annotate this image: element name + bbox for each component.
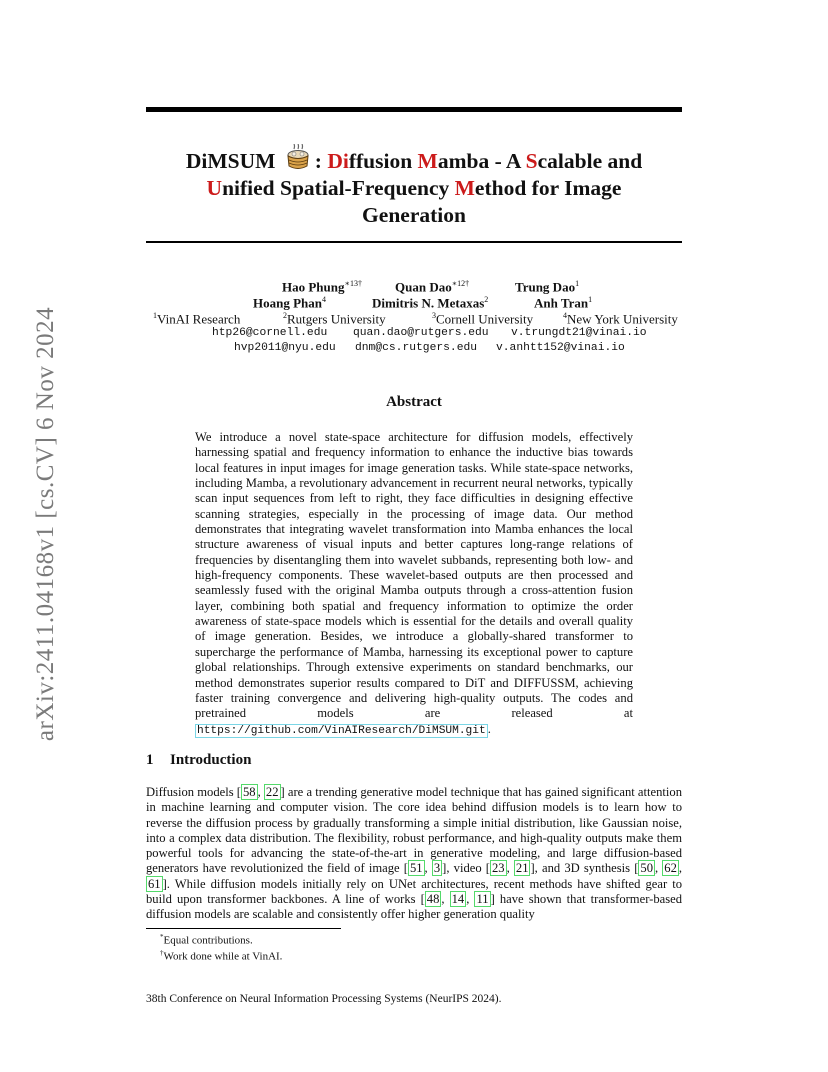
email: quan.dao@rutgers.edu [353, 327, 489, 339]
email: v.trungdt21@vinai.io [511, 327, 647, 339]
footnote-rule [146, 928, 341, 929]
citation-link[interactable]: 14 [451, 892, 465, 907]
abstract-body: We introduce a novel state-space architecture for diffusion models, effectively harnessing spatial and frequency information to enhance the inductive bias towards local features in input images for image generation tasks. While state-space networks, including Mamba, a revolutionary advancement in recurrent neural networks, typically scan input sequences from left to right, they face difficulties in designing effective scanning strategies, especially in the processing of image data. Our method demonstrates that integrating wavelet transformation into Mamba enhances the local structure awareness of visual inputs and better captures long-range relations of frequencies by disentangling them into wavelet subbands, representing both low- and high-frequency components. These wavelet-based outputs are then processed and seamlessly fused with the original Mamba outputs through a cross-attention fusion layer, combining both spatial and frequency information to optimize the order awareness of state-space models which is essential for the details and overall quality of image generation. Besides, we introduce a globally-shared transformer to supercharge the performance of Mamba, harnessing its exceptional power to capture global relationships. Through extensive experiments on standard benchmarks, our method demonstrates superior results compared to DiT and DIFFUSSM, achieving faster training convergence and delivering high-quality outputs. The codes and pretrained models are released at https://github.com/VinAIResearch/DiMSUM.git . [195, 430, 633, 737]
code-link[interactable]: https://github.com/VinAIResearch/DiMSUM.git [197, 724, 486, 737]
email: htp26@cornell.edu [212, 327, 328, 339]
email: hvp2011@nyu.edu [234, 342, 336, 354]
citation-link[interactable]: 22 [265, 785, 279, 799]
title-bottom-rule [146, 241, 682, 243]
paper-title: DiMSUM : Diffusion Mamba - A Scalable and Unified Spatial-Frequency Method for Image Generation [146, 144, 682, 229]
affiliation-nyu: $^4$New York University [563, 311, 678, 327]
arxiv-stamp [32, 289, 59, 759]
author-quan-dao: Quan Dao$^{∗12\dagger}$ [395, 279, 470, 295]
citation-link[interactable]: 48 [426, 892, 440, 907]
author-anh-tran: Anh Tran$^1$ [534, 295, 593, 311]
citation-link[interactable]: 11 [476, 892, 489, 907]
citation-link[interactable]: 23 [491, 861, 505, 876]
footnote-equal-contribution: *Equal contributions. [160, 933, 253, 947]
footnote-work-at-vinai: †Work done while at VinAI. [160, 949, 283, 963]
email: dnm@cs.rutgers.edu [355, 342, 478, 354]
section-heading-introduction: 1 Introduction [146, 752, 252, 768]
citation-link[interactable]: 51 [409, 861, 423, 876]
citation-link[interactable]: 21 [515, 861, 529, 876]
dimsum-basket-icon [283, 144, 313, 174]
affiliation-vinai: $^1$VinAI Research [153, 311, 241, 327]
email: v.anhtt152@vinai.io [496, 342, 625, 354]
affiliation-rutgers: $^2$Rutgers University [283, 311, 386, 327]
citation-link[interactable]: 61 [148, 876, 161, 891]
introduction-body: Diffusion models [ 58 , 22 ] are a trending generative model technique that has gained significant attention in machine learning and computer vision. The core idea behind diffusion models is to learn how to reverse the diffusion process by gradually transforming a simple initial distribution, like Gaussian noise, into a complex data distribution. The flexibility, robust performance, and high-quality outputs make them powerful tools for advancing the state-of-the-art in generative modeling, and large diffusion-based generators have revolutionized the field of image [ 51 , 3 ], video [ 23 , 21 ], and 3D synthesis [ 50 , 62 , 61 ]. While diffusion models initially rely on UNet architectures, recent methods have shifted gear to build upon transformer backbones. A line of works [ 48 , 14 , 11 ] have shown that transformer-based diffusion models are scalable and consistently offer higher generation quality [146, 785, 683, 922]
author-trung-dao: Trung Dao$^1$ [515, 279, 580, 295]
citation-link[interactable]: 50 [640, 861, 653, 876]
abstract-heading: Abstract [386, 394, 442, 410]
author-hoang-phan: Hoang Phan$^4$ [253, 295, 326, 311]
title-top-rule [146, 107, 682, 112]
author-dimitris-metaxas: Dimitris N. Metaxas$^2$ [372, 295, 489, 311]
arxiv-id: arXiv:2411.04168v1 [cs.CV] 6 Nov 2024 [32, 306, 59, 742]
citation-link[interactable]: 58 [242, 785, 256, 799]
author-hao-phung: Hao Phung$^{∗13\dagger}$ [282, 279, 362, 295]
citation-link[interactable]: 3 [433, 861, 441, 876]
affiliation-cornell: $^3$Cornell University [432, 311, 534, 327]
citation-link[interactable]: 62 [664, 861, 677, 876]
conference-note: 38th Conference on Neural Information Processing Systems (NeurIPS 2024). [146, 993, 502, 1005]
